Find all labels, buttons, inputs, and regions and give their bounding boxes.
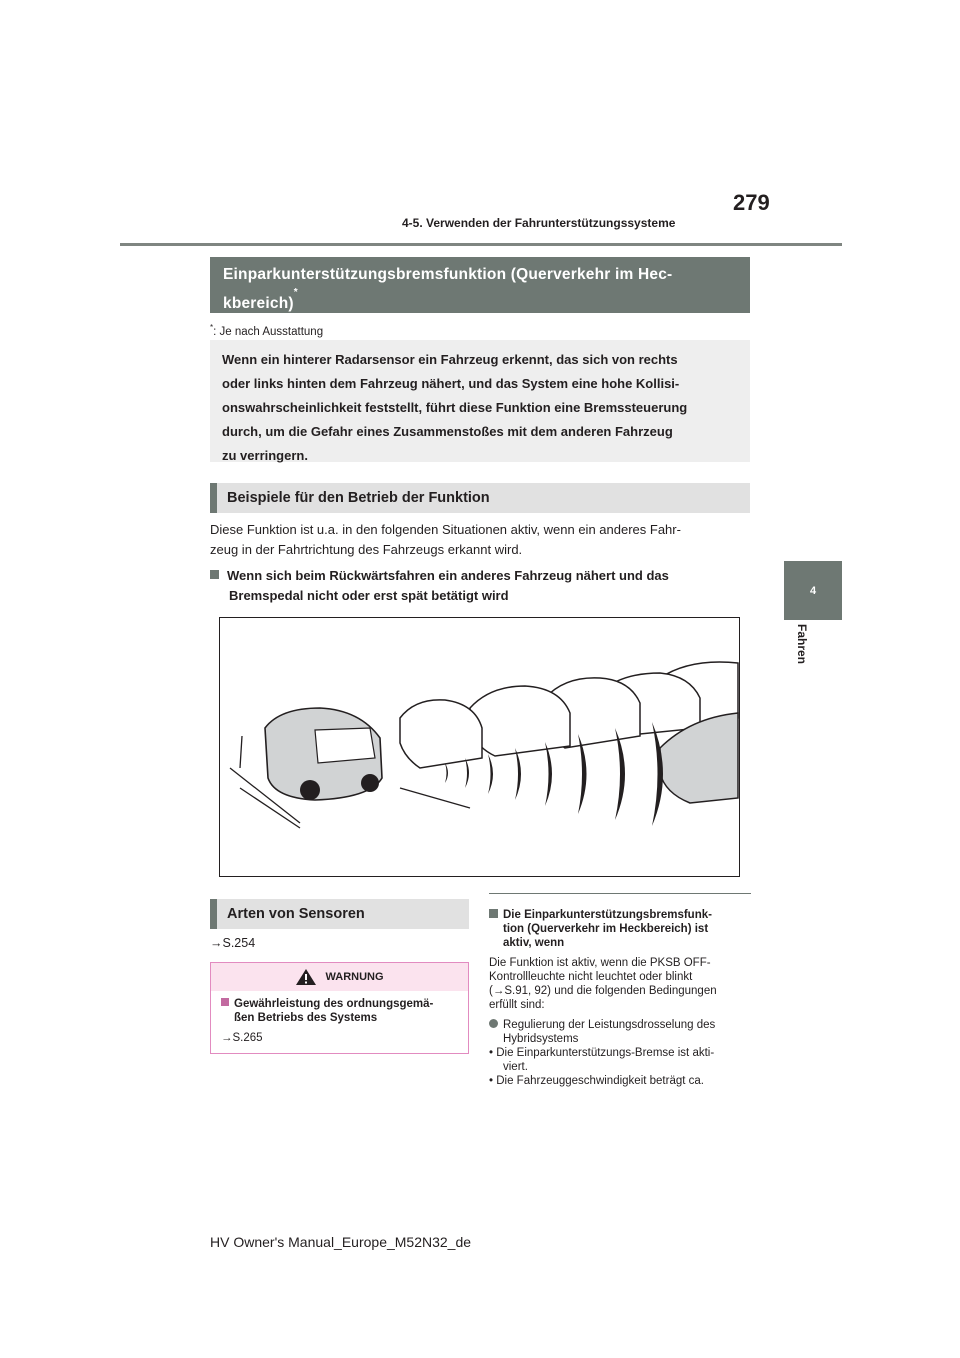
section-title [210, 257, 750, 313]
body-paragraph [210, 520, 750, 560]
activation-conditions: Die Einparkunterstützungsbremsfunk- tion (Querverkehr im Heckbereich) ist aktiv, wenn Die Funktion ist aktiv, wenn die PKSB OFF- Kontrollleuchte nicht leuchtet oder blinkt (→S.91, 92) und die folgenden Bedingungen erfüllt sind: Regulierung der Leistungsdrosselung des Hybridsystems • Die Einparkunterstützungs-Bremse ist akti- viert. • Die Fahrzeuggeschwindigkeit beträgt ca. [489, 909, 717, 1087]
page-number: 279 [733, 190, 770, 215]
intro-line: zu verringern. [222, 448, 308, 463]
warning-box [210, 962, 469, 1054]
circle-bullet-icon [489, 1019, 498, 1028]
warning-page-reference[interactable]: →S.265 [221, 1032, 263, 1044]
chapter-number: 4 [809, 584, 817, 597]
sensor-page-reference[interactable]: →S.254 [210, 936, 256, 950]
warning-title: WARNUNG [325, 971, 384, 983]
intro-line: onswahrscheinlichkeit feststellt, führt diese Funktion eine Bremssteuerung [222, 400, 688, 415]
illustration-parking-cross-traffic [219, 617, 740, 877]
square-bullet-icon [210, 570, 219, 579]
example-bullet: Wenn sich beim Rückwärtsfahren ein anderes Fahrzeug nähert und das Bremspedal nicht oder erst spät betätigt wird [210, 566, 750, 606]
title-line-2: kbereich)* [223, 287, 298, 313]
warning-content: Gewährleistung des ordnungsgemä- ßen Betriebs des Systems →S.265 [211, 991, 468, 1045]
chapter-tab[interactable] [784, 561, 842, 620]
footnote: *: Je nach Ausstattung [210, 323, 324, 338]
footer-document-id: HV Owner's Manual_Europe_M52N32_de [210, 1234, 472, 1250]
warning-triangle-icon [295, 968, 317, 986]
title-line-1: Einparkunterstützungsbremsfunktion (Querverkehr im Hec- [223, 266, 673, 283]
intro-line: Wenn ein hinterer Radarsensor ein Fahrzeug erkennt, das sich von rechts [222, 352, 678, 367]
intro-line: durch, um die Gefahr eines Zusammenstoßes mit dem anderen Fahrzeug [222, 424, 673, 439]
parking-illustration [220, 618, 739, 876]
running-head: 4-5. Verwenden der Fahrunterstützungssysteme [402, 216, 676, 230]
body-line: Diese Funktion ist u.a. in den folgenden Situationen aktiv, wenn ein anderes Fahr- [210, 522, 681, 537]
body-line: zeug in der Fahrtrichtung des Fahrzeugs erkannt wird. [210, 542, 523, 557]
intro-line: oder links hinten dem Fahrzeug nähert, und das System eine hohe Kollisi- [222, 376, 680, 391]
chapter-label: Fahren [795, 624, 809, 665]
square-bullet-icon [221, 998, 229, 1006]
warning-header [211, 963, 468, 991]
header-rule [120, 243, 842, 246]
section-heading-sensors: Arten von Sensoren [210, 899, 469, 929]
right-column-rule [489, 893, 751, 894]
section-heading-examples: Beispiele für den Betrieb der Funktion [210, 483, 750, 513]
square-bullet-icon [489, 909, 498, 918]
intro-box [210, 340, 750, 462]
